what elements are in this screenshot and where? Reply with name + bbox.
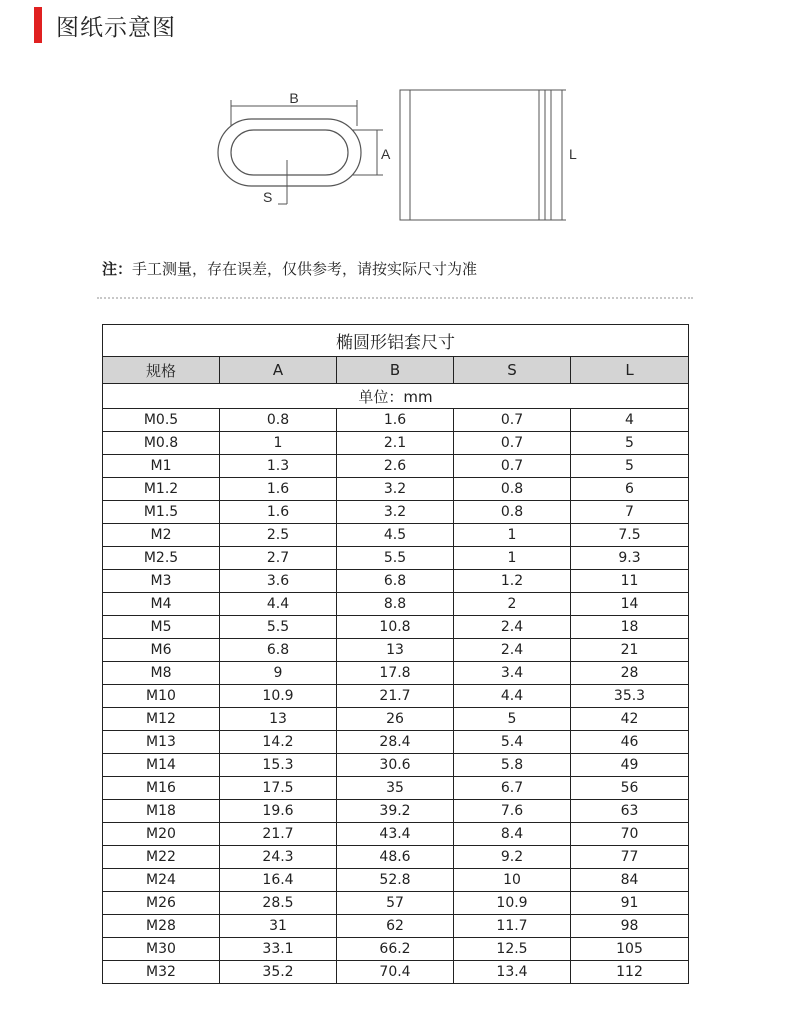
value-cell: 1 — [454, 547, 571, 570]
table-row — [103, 409, 689, 432]
value-cell: 70 — [571, 823, 689, 846]
value-cell: 33.1 — [220, 938, 337, 961]
value-cell: 2.5 — [220, 524, 337, 547]
spec-cell: M1.5 — [103, 501, 220, 524]
value-cell: 63 — [571, 800, 689, 823]
value-cell: 112 — [571, 961, 689, 984]
value-cell: 17.8 — [337, 662, 454, 685]
value-cell: 5.4 — [454, 731, 571, 754]
spec-cell: M0.5 — [103, 409, 220, 432]
column-header: S — [454, 357, 571, 384]
value-cell: 13 — [220, 708, 337, 731]
spec-cell: M0.8 — [103, 432, 220, 455]
table-row — [103, 708, 689, 731]
table-caption-row — [103, 325, 689, 357]
value-cell: 17.5 — [220, 777, 337, 800]
value-cell: 57 — [337, 892, 454, 915]
table-row — [103, 685, 689, 708]
measurement-note — [102, 258, 477, 279]
value-cell: 28.5 — [220, 892, 337, 915]
spec-cell: M5 — [103, 616, 220, 639]
table-row — [103, 731, 689, 754]
value-cell: 4.5 — [337, 524, 454, 547]
value-cell: 6.8 — [220, 639, 337, 662]
table-row — [103, 754, 689, 777]
table-row — [103, 823, 689, 846]
table-header-row — [103, 357, 689, 384]
value-cell: 105 — [571, 938, 689, 961]
table-row — [103, 501, 689, 524]
value-cell: 5.5 — [220, 616, 337, 639]
value-cell: 7 — [571, 501, 689, 524]
value-cell: 98 — [571, 915, 689, 938]
value-cell: 13.4 — [454, 961, 571, 984]
value-cell: 2.7 — [220, 547, 337, 570]
value-cell: 5 — [571, 455, 689, 478]
spec-cell: M13 — [103, 731, 220, 754]
table-row — [103, 432, 689, 455]
value-cell: 6.8 — [337, 570, 454, 593]
value-cell: 11.7 — [454, 915, 571, 938]
table-row — [103, 524, 689, 547]
value-cell: 1.3 — [220, 455, 337, 478]
value-cell: 52.8 — [337, 869, 454, 892]
value-cell: 62 — [337, 915, 454, 938]
value-cell: 1.6 — [220, 501, 337, 524]
dotted-divider — [97, 297, 693, 299]
value-cell: 0.8 — [454, 501, 571, 524]
value-cell: 28 — [571, 662, 689, 685]
table-row — [103, 593, 689, 616]
value-cell: 35.3 — [571, 685, 689, 708]
table-row — [103, 478, 689, 501]
spec-cell: M2 — [103, 524, 220, 547]
value-cell: 1.2 — [454, 570, 571, 593]
table-row — [103, 639, 689, 662]
value-cell: 5 — [454, 708, 571, 731]
value-cell: 70.4 — [337, 961, 454, 984]
value-cell: 1.6 — [220, 478, 337, 501]
note-prefix: 注： — [102, 260, 133, 278]
value-cell: 7.6 — [454, 800, 571, 823]
value-cell: 39.2 — [337, 800, 454, 823]
table-row — [103, 869, 689, 892]
value-cell: 8.4 — [454, 823, 571, 846]
label-s: S — [263, 189, 273, 205]
value-cell: 0.8 — [220, 409, 337, 432]
value-cell: 77 — [571, 846, 689, 869]
value-cell: 7.5 — [571, 524, 689, 547]
value-cell: 91 — [571, 892, 689, 915]
value-cell: 35.2 — [220, 961, 337, 984]
value-cell: 9.3 — [571, 547, 689, 570]
value-cell: 3.4 — [454, 662, 571, 685]
spec-cell: M16 — [103, 777, 220, 800]
value-cell: 49 — [571, 754, 689, 777]
spec-cell: M1 — [103, 455, 220, 478]
value-cell: 18 — [571, 616, 689, 639]
spec-cell: M1.2 — [103, 478, 220, 501]
value-cell: 5.5 — [337, 547, 454, 570]
dimension-diagram — [0, 0, 790, 240]
spec-cell: M18 — [103, 800, 220, 823]
value-cell: 9 — [220, 662, 337, 685]
spec-cell: M22 — [103, 846, 220, 869]
spec-cell: M3 — [103, 570, 220, 593]
value-cell: 1.6 — [337, 409, 454, 432]
spec-cell: M28 — [103, 915, 220, 938]
column-header: B — [337, 357, 454, 384]
value-cell: 24.3 — [220, 846, 337, 869]
spec-cell: M6 — [103, 639, 220, 662]
value-cell: 0.7 — [454, 409, 571, 432]
value-cell: 46 — [571, 731, 689, 754]
spec-cell: M30 — [103, 938, 220, 961]
value-cell: 28.4 — [337, 731, 454, 754]
value-cell: 19.6 — [220, 800, 337, 823]
spec-cell: M2.5 — [103, 547, 220, 570]
table-row — [103, 547, 689, 570]
value-cell: 14.2 — [220, 731, 337, 754]
value-cell: 6 — [571, 478, 689, 501]
spec-cell: M12 — [103, 708, 220, 731]
value-cell: 4.4 — [220, 593, 337, 616]
value-cell: 26 — [337, 708, 454, 731]
column-header: A — [220, 357, 337, 384]
spec-cell: M4 — [103, 593, 220, 616]
value-cell: 2.4 — [454, 616, 571, 639]
value-cell: 84 — [571, 869, 689, 892]
value-cell: 30.6 — [337, 754, 454, 777]
spec-cell: M14 — [103, 754, 220, 777]
value-cell: 31 — [220, 915, 337, 938]
section-title: 图纸示意图 — [56, 14, 176, 41]
table-row — [103, 800, 689, 823]
table-row — [103, 777, 689, 800]
spec-cell: M10 — [103, 685, 220, 708]
value-cell: 10.8 — [337, 616, 454, 639]
value-cell: 2.4 — [454, 639, 571, 662]
dimension-s — [276, 160, 291, 204]
value-cell: 56 — [571, 777, 689, 800]
value-cell: 21 — [571, 639, 689, 662]
side-view-drawing — [400, 90, 566, 220]
value-cell: 4.4 — [454, 685, 571, 708]
oval-sleeve-drawing — [218, 119, 361, 186]
value-cell: 16.4 — [220, 869, 337, 892]
table-body — [103, 409, 689, 984]
table-caption: 椭圆形铝套尺寸 — [103, 325, 689, 357]
table-row — [103, 570, 689, 593]
value-cell: 43.4 — [337, 823, 454, 846]
value-cell: 8.8 — [337, 593, 454, 616]
value-cell: 2.1 — [337, 432, 454, 455]
value-cell: 9.2 — [454, 846, 571, 869]
spec-cell: M8 — [103, 662, 220, 685]
table-row — [103, 938, 689, 961]
table-row — [103, 616, 689, 639]
value-cell: 0.7 — [454, 455, 571, 478]
size-table — [102, 324, 689, 984]
column-header: L — [571, 357, 689, 384]
value-cell: 10 — [454, 869, 571, 892]
value-cell: 6.7 — [454, 777, 571, 800]
value-cell: 42 — [571, 708, 689, 731]
table-row — [103, 915, 689, 938]
table-row — [103, 662, 689, 685]
column-header: 规格 — [103, 357, 220, 384]
value-cell: 0.7 — [454, 432, 571, 455]
value-cell: 15.3 — [220, 754, 337, 777]
table-unit-row — [103, 384, 689, 409]
value-cell: 1 — [220, 432, 337, 455]
label-l: L — [569, 146, 577, 162]
table-row — [103, 846, 689, 869]
value-cell: 2.6 — [337, 455, 454, 478]
value-cell: 48.6 — [337, 846, 454, 869]
value-cell: 14 — [571, 593, 689, 616]
value-cell: 21.7 — [220, 823, 337, 846]
value-cell: 12.5 — [454, 938, 571, 961]
value-cell: 2 — [454, 593, 571, 616]
table-row — [103, 892, 689, 915]
value-cell: 5 — [571, 432, 689, 455]
spec-cell: M26 — [103, 892, 220, 915]
value-cell: 35 — [337, 777, 454, 800]
value-cell: 10.9 — [454, 892, 571, 915]
value-cell: 5.8 — [454, 754, 571, 777]
value-cell: 4 — [571, 409, 689, 432]
value-cell: 0.8 — [454, 478, 571, 501]
value-cell: 3.6 — [220, 570, 337, 593]
value-cell: 10.9 — [220, 685, 337, 708]
note-text: 手工测量，存在误差，仅供参考，请按实际尺寸为准 — [132, 260, 478, 278]
spec-cell: M24 — [103, 869, 220, 892]
label-a: A — [381, 146, 391, 162]
value-cell: 3.2 — [337, 478, 454, 501]
value-cell: 66.2 — [337, 938, 454, 961]
unit-label: 单位：mm — [103, 384, 689, 409]
spec-cell: M20 — [103, 823, 220, 846]
value-cell: 3.2 — [337, 501, 454, 524]
value-cell: 21.7 — [337, 685, 454, 708]
table-row — [103, 961, 689, 984]
label-b: B — [289, 90, 299, 106]
value-cell: 1 — [454, 524, 571, 547]
table-row — [103, 455, 689, 478]
spec-cell: M32 — [103, 961, 220, 984]
value-cell: 13 — [337, 639, 454, 662]
value-cell: 11 — [571, 570, 689, 593]
